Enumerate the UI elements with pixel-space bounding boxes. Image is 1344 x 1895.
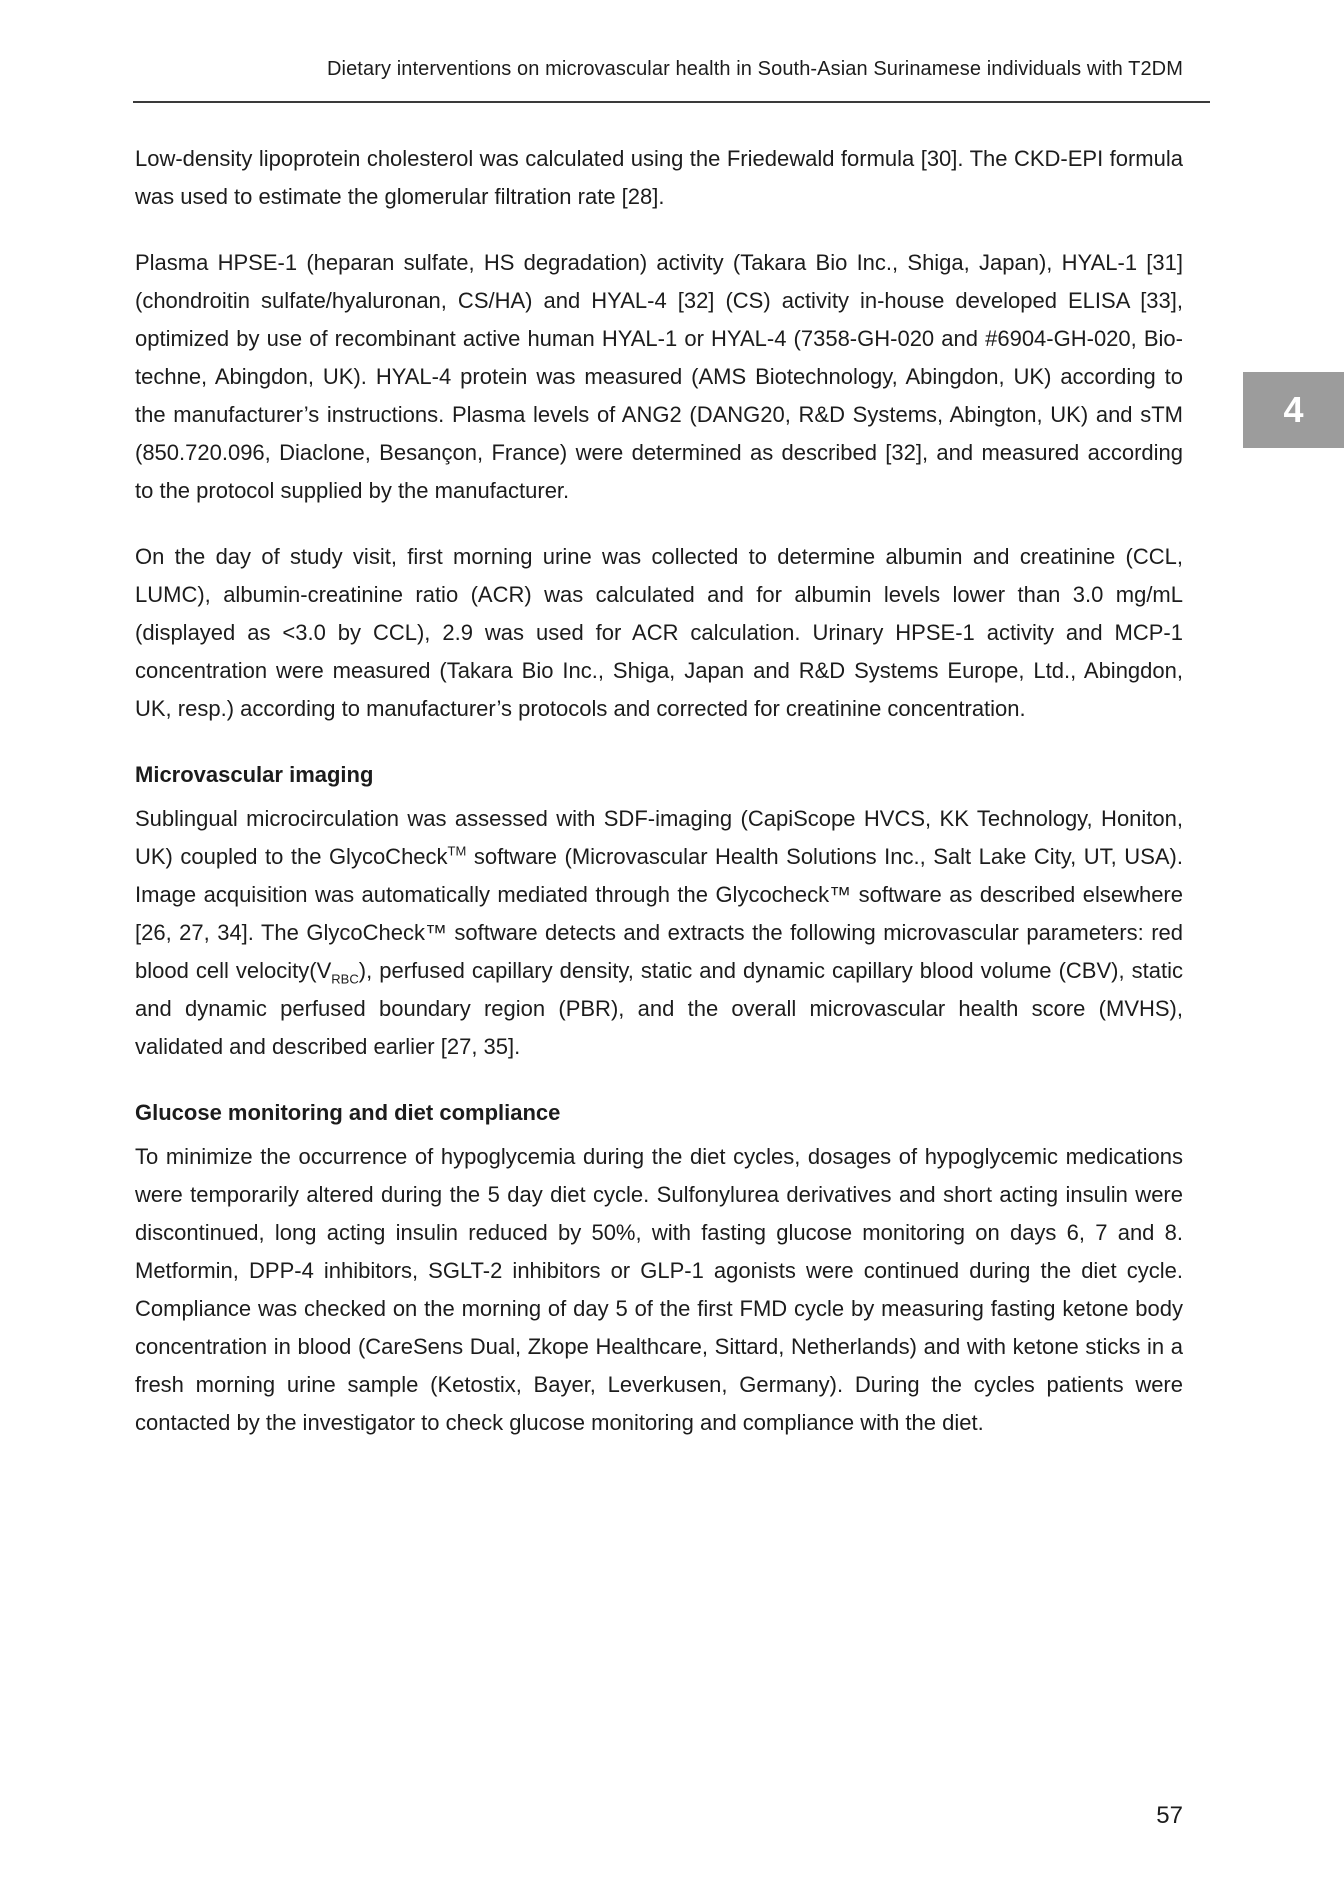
microvascular-text-segment: Sublingual microcirculation was assessed with SDF-imaging (CapiScope HVCS, KK Technology, Honiton, UK) coupled to the GlycoCheck <box>135 806 1183 869</box>
paragraph-plasma-assays: Plasma HPSE-1 (heparan sulfate, HS degradation) activity (Takara Bio Inc., Shiga, Japan), HYAL-1 [31] (chondroitin sulfate/hyaluronan, CS/HA) and HYAL-4 [32] (CS) activity in-house developed ELISA [33], optimized by use of recombinant active human HYAL-1 or HYAL-4 (7358-GH-020 and #6904-GH-020, Bio-techne, Abingdon, UK). HYAL-4 protein was measured (AMS Biotechnology, Abingdon, UK) according to the manufacturer’s instructions. Plasma levels of ANG2 (DANG20, R&D Systems, Abington, UK) and sTM (850.720.096, Diaclone, Besançon, France) were determined as described [32], and measured according to the protocol supplied by the manufacturer. <box>135 250 1183 503</box>
section-heading-microvascular-imaging: Microvascular imaging <box>135 762 374 787</box>
running-header <box>135 58 1183 81</box>
chapter-tab <box>1243 372 1344 448</box>
header-rule <box>133 101 1210 103</box>
text-block <box>135 140 1183 1470</box>
paragraph-microvascular-imaging <box>135 800 1183 1066</box>
trademark-superscript: TM <box>447 843 467 859</box>
section-heading-glucose-monitoring: Glucose monitoring and diet compliance <box>135 1100 561 1125</box>
paragraph-urine-collection: On the day of study visit, first morning urine was collected to determine albumin and creatinine (CCL, LUMC), albumin-creatinine ratio (ACR) was calculated and for albumin levels lower than 3.0 mg/mL (displayed as <3.0 by CCL), 2.9 was used for ACR calculation. Urinary HPSE-1 activity and MCP-1 concentration were measured (Takara Bio Inc., Shiga, Japan and R&D Systems Europe, Ltd., Abingdon, UK, resp.) according to manufacturer’s protocols and corrected for creatinine concentration. <box>135 544 1183 721</box>
chapter-number: 4 <box>1283 389 1304 430</box>
paragraph-glucose-monitoring: To minimize the occurrence of hypoglycemia during the diet cycles, dosages of hypoglycemic medications were temporarily altered during the 5 day diet cycle. Sulfonylurea derivatives and short acting insulin were discontinued, long acting insulin reduced by 50%, with fasting glucose monitoring on days 6, 7 and 8. Metformin, DPP-4 inhibitors, SGLT-2 inhibitors or GLP-1 agonists were continued during the diet cycle. Compliance was checked on the morning of day 5 of the first FMD cycle by measuring fasting ketone body concentration in blood (CareSens Dual, Zkope Healthcare, Sittard, Netherlands) and with ketone sticks in a fresh morning urine sample (Ketostix, Bayer, Leverkusen, Germany). During the cycles patients were contacted by the investigator to check glucose monitoring and compliance with the diet. <box>135 1144 1183 1435</box>
microvascular-text-segment: software (Microvascular Health Solutions Inc., Salt Lake City, UT, USA). Image acquisition was automatically mediated through the Glycocheck™ software as described elsewhere [26, 27, 34]. The GlycoCheck™ software detects and extracts the following microvascular parameters: red blood cell velocity(V <box>135 844 1183 983</box>
running-header-text: Dietary interventions on microvascular health in South-Asian Surinamese individuals with T2DM <box>327 58 1183 80</box>
paragraph-ldl-ckd: Low-density lipoprotein cholesterol was calculated using the Friedewald formula [30]. The CKD-EPI formula was used to estimate the glomerular filtration rate [28]. <box>135 146 1183 209</box>
page-number: 57 <box>1156 1802 1183 1829</box>
microvascular-text-segment: ), perfused capillary density, static and dynamic capillary blood volume (CBV), static and dynamic perfused boundary region (PBR), and the overall microvascular health score (MVHS), validated and described earlier [27, 35]. <box>135 958 1183 1059</box>
vrbc-subscript: RBC <box>331 971 359 987</box>
